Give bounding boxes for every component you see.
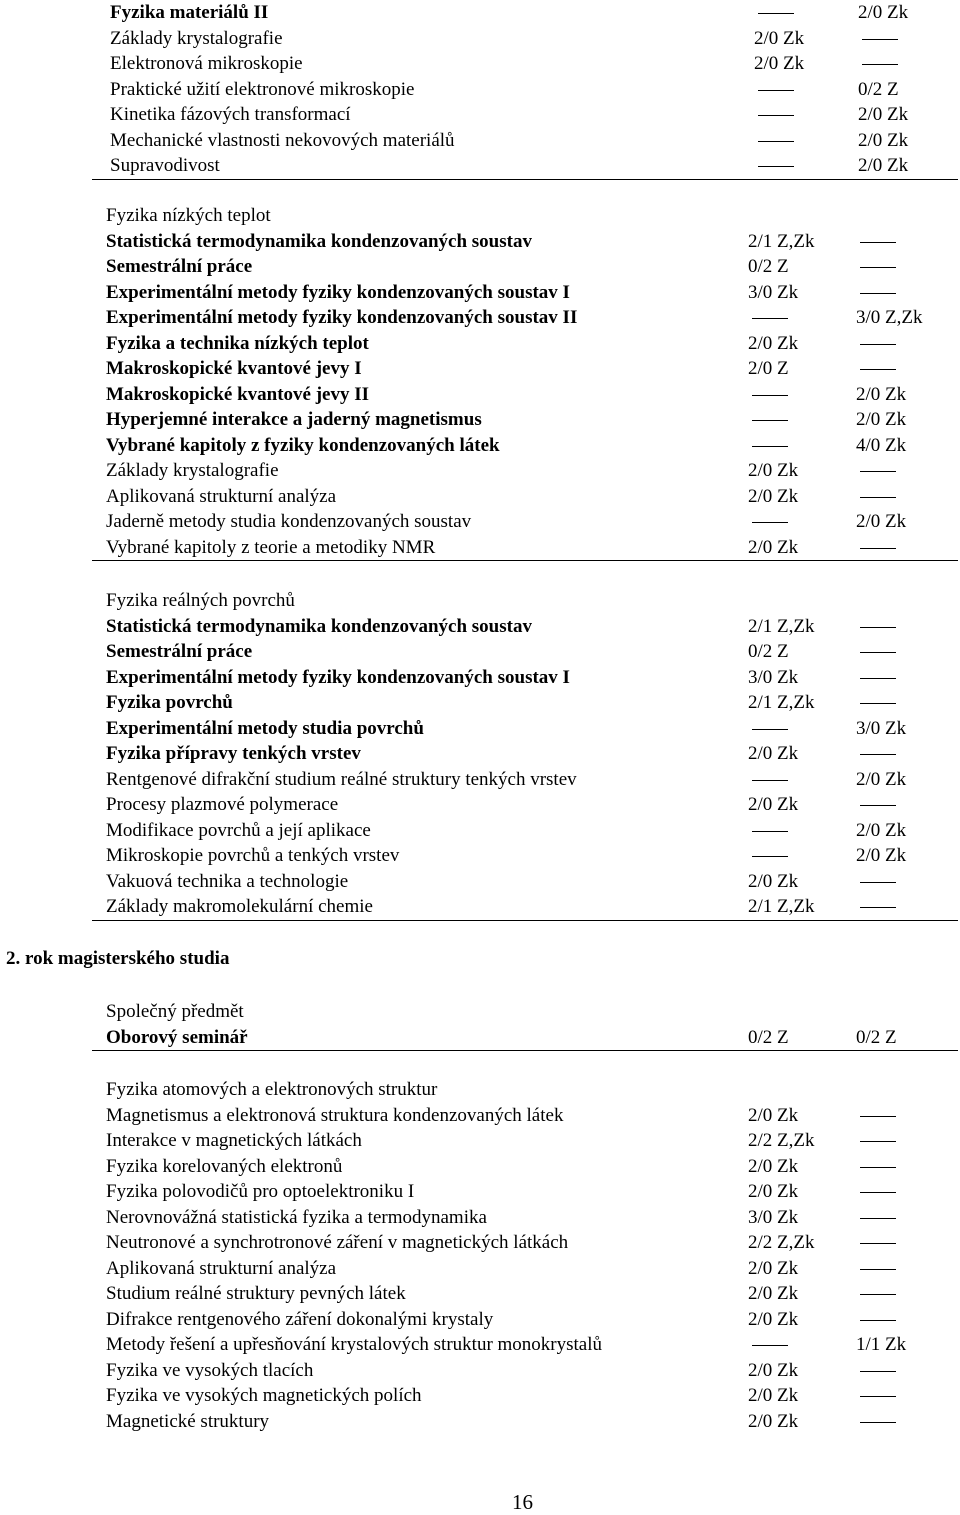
not-offered-dash [748,382,848,408]
course-hours: 2/0 Zk [856,383,907,405]
course-row [92,535,958,562]
course-name: Základy makromolekulární chemie [106,896,373,917]
not-offered-dash [856,254,956,280]
course-hours: 2/0 Zk [754,53,805,74]
not-offered-dash [748,305,848,331]
course-name: Nerovnovážná statistická fyzika a termodynamika [106,1206,487,1228]
course-name: Modifikace povrchů a její aplikace [106,819,371,841]
course-name: Fyzika ve vysokých magnetických polích [106,1385,422,1406]
dash-mark [752,522,788,523]
dash-mark [860,1396,896,1397]
course-name: Vybrané kapitoly z teorie a metodiky NMR [106,536,436,558]
course-row [92,1409,958,1435]
section-atomic-electronic-structures [92,1077,958,1434]
not-offered-dash [856,869,956,895]
not-offered-dash [856,894,956,920]
not-offered-dash [856,1154,956,1180]
course-row [92,1154,958,1180]
course-list [92,0,958,180]
course-name: Mikroskopie povrchů a tenkých vrstev [106,845,400,866]
course-hours: 2/0 Zk [748,1385,799,1406]
course-name: Neutronové a synchrotronové záření v magnetických látkách [106,1232,569,1253]
course-name: Interakce v magnetických látkách [106,1130,362,1151]
dash-mark [860,497,896,498]
course-row [92,407,958,433]
dash-mark [752,420,788,421]
course-name: Semestrální práce [106,641,253,662]
not-offered-dash [856,1230,956,1256]
dash-mark [860,1192,896,1193]
course-row [92,1332,958,1358]
not-offered-dash [754,153,854,179]
dash-mark [752,831,788,832]
page-number: 16 [512,1490,533,1514]
course-row [92,51,958,77]
course-row [92,509,958,535]
not-offered-dash [858,51,958,77]
dash-mark [752,446,788,447]
dash-mark [860,1218,896,1219]
course-row [92,153,958,180]
not-offered-dash [856,1281,956,1307]
dash-mark [860,548,896,549]
dash-mark [860,678,896,679]
not-offered-dash [748,818,848,844]
not-offered-dash [856,1103,956,1129]
course-row [92,1025,958,1052]
course-hours: 2/1 Z,Zk [748,230,815,252]
not-offered-dash [754,77,854,103]
not-offered-dash [858,26,958,52]
not-offered-dash [856,1179,956,1205]
course-hours: 2/0 Zk [856,845,907,866]
course-row [92,665,958,691]
course-row [92,229,958,255]
course-name: Aplikovaná strukturní analýza [106,1257,337,1279]
course-name: Aplikovaná strukturní analýza [106,485,337,507]
course-row [92,869,958,895]
not-offered-dash [856,280,956,306]
section-heading: Fyzika atomových a elektronových struktur [106,1079,438,1100]
course-name: Supravodivost [110,155,220,176]
course-name: Metody řešení a upřesňování krystalových struktur monokrystalů [106,1334,603,1355]
course-hours: 2/0 Zk [748,1155,799,1177]
not-offered-dash [856,690,956,716]
course-hours: 3/0 Zk [856,717,907,739]
course-name: Hyperjemné interakce a jaderný magnetismus [106,409,482,430]
course-row [92,639,958,665]
course-row [92,254,958,280]
dash-mark [862,39,898,40]
not-offered-dash [856,639,956,665]
course-hours: 2/0 Zk [748,1257,799,1279]
not-offered-dash [856,356,956,382]
course-hours: 1/1 Zk [856,1334,907,1355]
course-row [92,843,958,869]
course-row [92,280,958,306]
course-hours: 3/0 Zk [748,666,799,688]
course-name: Fyzika povrchů [106,692,233,713]
course-name: Vakuová technika a technologie [106,870,349,892]
course-row [92,1307,958,1333]
not-offered-dash [856,665,956,691]
not-offered-dash [856,792,956,818]
not-offered-dash [748,407,848,433]
course-hours: 2/0 Zk [858,104,909,125]
section-heading: Společný předmět [106,1001,244,1022]
course-name: Magnetické struktury [106,1410,270,1432]
section-common-subject [92,999,958,1051]
not-offered-dash [856,229,956,255]
course-name: Kinetika fázových transformací [110,104,351,125]
not-offered-dash [856,741,956,767]
course-row [92,0,958,26]
not-offered-dash [748,716,848,742]
dash-mark [752,856,788,857]
course-name: Makroskopické kvantové jevy I [106,358,362,379]
course-list [92,229,958,562]
not-offered-dash [856,1409,956,1435]
not-offered-dash [754,0,854,26]
course-name: Fyzika přípravy tenkých vrstev [106,743,361,764]
dash-mark [860,1371,896,1372]
course-hours: 2/0 Zk [858,129,909,151]
section-low-temperature [92,203,958,561]
course-hours: 0/2 Z [858,78,899,100]
course-hours: 2/1 Z,Zk [748,615,815,637]
section-materials-tail [92,0,958,180]
dash-mark [860,369,896,370]
dash-mark [862,64,898,65]
course-row [92,331,958,357]
dash-mark [758,90,794,91]
course-name: Fyzika korelovaných elektronů [106,1155,343,1177]
course-name: Rentgenové difrakční studium reálné struktury tenkých vrstev [106,768,577,790]
course-name: Fyzika polovodičů pro optoelektroniku I [106,1181,415,1202]
course-name: Fyzika materiálů II [110,2,269,23]
course-hours: 2/0 Zk [748,743,799,764]
dash-mark [860,1294,896,1295]
not-offered-dash [856,458,956,484]
course-name: Vybrané kapitoly z fyziky kondenzovaných látek [106,434,500,456]
course-row [92,26,958,52]
section-heading: Fyzika reálných povrchů [106,590,295,611]
dash-mark [860,703,896,704]
course-row [92,614,958,640]
not-offered-dash [748,843,848,869]
course-name: Fyzika a technika nízkých teplot [106,332,369,354]
not-offered-dash [856,1256,956,1282]
course-hours: 2/0 Zk [748,332,799,354]
dash-mark [860,1116,896,1117]
dash-mark [860,1269,896,1270]
dash-mark [752,395,788,396]
course-hours: 4/0 Zk [856,434,907,456]
course-row [92,767,958,793]
course-hours: 3/0 Zk [748,281,799,303]
course-row [92,894,958,921]
dash-mark [860,293,896,294]
course-hours: 2/2 Z,Zk [748,1232,815,1253]
not-offered-dash [856,1307,956,1333]
course-row [92,128,958,154]
course-row [92,1128,958,1154]
course-row [92,1205,958,1231]
dash-mark [752,780,788,781]
dash-mark [860,1422,896,1423]
dash-mark [758,13,794,14]
course-hours: 2/0 Zk [748,1410,799,1432]
course-hours: 2/0 Z [748,358,789,379]
course-hours: 2/1 Z,Zk [748,896,815,917]
course-hours: 0/2 Z [856,1026,897,1048]
course-hours: 2/0 Zk [748,1181,799,1202]
dash-mark [758,115,794,116]
course-hours: 2/0 Zk [856,511,907,532]
course-row [92,1256,958,1282]
dash-mark [860,805,896,806]
course-hours: 2/0 Zk [748,870,799,892]
course-row [92,792,958,818]
course-row [92,102,958,128]
course-name: Oborový seminář [106,1026,248,1048]
dash-mark [860,627,896,628]
dash-mark [752,729,788,730]
not-offered-dash [856,484,956,510]
course-row [92,77,958,103]
course-row [92,818,958,844]
dash-mark [860,652,896,653]
course-name: Makroskopické kvantové jevy II [106,383,370,405]
course-hours: 2/0 Zk [748,1283,799,1304]
course-hours: 2/0 Zk [748,1308,799,1330]
not-offered-dash [748,1332,848,1358]
course-name: Fyzika ve vysokých tlacích [106,1359,314,1381]
dash-mark [752,318,788,319]
course-name: Experimentální metody fyziky kondenzovaných soustav I [106,281,570,303]
course-row [92,458,958,484]
course-name: Praktické užití elektronové mikroskopie [110,78,415,100]
not-offered-dash [856,535,956,561]
course-row [92,1383,958,1409]
course-row [92,1358,958,1384]
not-offered-dash [856,1128,956,1154]
course-hours: 2/0 Zk [748,460,799,481]
course-name: Experimentální metody fyziky kondenzovaných soustav I [106,666,570,688]
course-list [92,1025,958,1052]
course-name: Elektronová mikroskopie [110,53,303,74]
course-hours: 2/0 Zk [748,536,799,558]
course-row [92,741,958,767]
dash-mark [860,242,896,243]
course-name: Jaderně metody studia kondenzovaných soustav [106,511,472,532]
dash-mark [860,344,896,345]
course-row [92,356,958,382]
course-name: Mechanické vlastnosti nekovových materiálů [110,129,455,151]
course-name: Základy krystalografie [106,460,279,481]
course-row [92,690,958,716]
course-hours: 0/2 Z [748,1026,789,1048]
dash-mark [860,1167,896,1168]
course-name: Experimentální metody studia povrchů [106,717,424,739]
dash-mark [758,141,794,142]
course-name: Semestrální práce [106,256,253,277]
course-hours: 2/0 Zk [748,794,799,815]
course-name: Difrakce rentgenového záření dokonalými krystaly [106,1308,494,1330]
dash-mark [860,471,896,472]
course-hours: 2/0 Zk [754,27,805,49]
course-list [92,1103,958,1435]
section-real-surfaces [92,588,958,921]
course-name: Experimentální metody fyziky kondenzovaných soustav II [106,307,578,328]
course-row [92,1179,958,1205]
course-hours: 2/0 Zk [748,1104,799,1126]
course-name: Magnetismus a elektronová struktura kondenzovaných látek [106,1104,564,1126]
year-title: 2. rok magisterského studia [6,948,230,969]
dash-mark [860,907,896,908]
course-row [92,382,958,408]
dash-mark [860,1243,896,1244]
course-row [92,433,958,459]
not-offered-dash [754,102,854,128]
dash-mark [860,1320,896,1321]
course-name: Procesy plazmové polymerace [106,794,339,815]
course-hours: 2/0 Zk [748,1359,799,1381]
not-offered-dash [856,1383,956,1409]
not-offered-dash [748,509,848,535]
dash-mark [752,1345,788,1346]
course-row [92,484,958,510]
not-offered-dash [856,331,956,357]
dash-mark [860,882,896,883]
course-name: Základy krystalografie [110,27,283,49]
not-offered-dash [748,767,848,793]
course-row [92,1230,958,1256]
not-offered-dash [856,614,956,640]
course-hours: 3/0 Zk [748,1206,799,1228]
not-offered-dash [856,1205,956,1231]
not-offered-dash [856,1358,956,1384]
course-row [92,1103,958,1129]
dash-mark [860,267,896,268]
course-hours: 0/2 Z [748,256,789,277]
course-hours: 2/0 Zk [748,485,799,507]
course-list [92,614,958,921]
course-hours: 2/0 Zk [856,409,907,430]
course-name: Studium reálné struktury pevných látek [106,1283,406,1304]
dash-mark [860,1141,896,1142]
course-hours: 2/0 Zk [856,768,907,790]
course-hours: 3/0 Z,Zk [856,307,923,328]
course-name: Statistická termodynamika kondenzovaných soustav [106,615,532,637]
not-offered-dash [754,128,854,154]
course-hours: 2/0 Zk [858,2,909,23]
not-offered-dash [748,433,848,459]
course-hours: 2/2 Z,Zk [748,1130,815,1151]
course-row [92,305,958,331]
course-hours: 2/0 Zk [856,819,907,841]
dash-mark [860,754,896,755]
section-heading: Fyzika nízkých teplot [106,205,271,226]
dash-mark [758,166,794,167]
course-row [92,716,958,742]
course-hours: 0/2 Z [748,641,789,662]
course-name: Statistická termodynamika kondenzovaných soustav [106,230,532,252]
course-hours: 2/0 Zk [858,155,909,176]
course-row [92,1281,958,1307]
course-hours: 2/1 Z,Zk [748,692,815,713]
